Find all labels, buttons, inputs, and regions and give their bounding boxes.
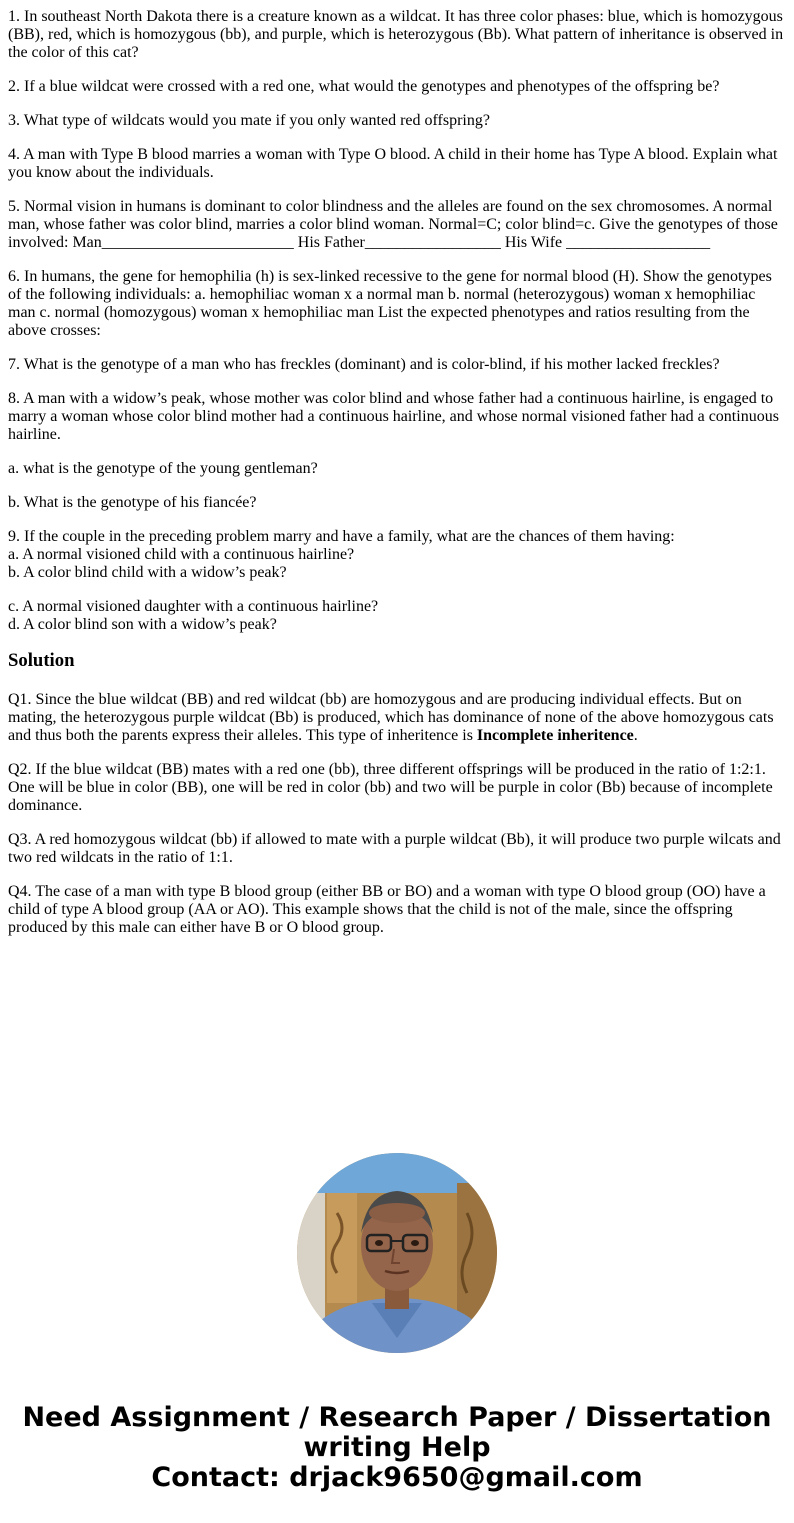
question-1: 1. In southeast North Dakota there is a creature known as a wildcat. It has three color phases: blue, which is homozygous (BB), red, which is homozygous (bb), and purple, which is heterozygous (Bb). What pattern of inheritance is observed in the color of this cat? <box>8 8 784 61</box>
question-8b: b. What is the genotype of his fiancée? <box>8 494 257 511</box>
document-body <box>8 8 786 953</box>
answer-1-term: Incomplete inheritence <box>476 727 634 744</box>
promo-headline: Need Assignment / Research Paper / Dissertation writing Help <box>22 1402 772 1463</box>
question-8a: a. what is the genotype of the young gentleman? <box>8 460 318 477</box>
answer-4: Q4. The case of a man with type B blood group (either BB or BO) and a woman with type O blood group (OO) have a child of type A blood group (AA or AO). This example shows that the child is not of the male, since the offspring produced by this male can either have B or O blood group. <box>8 883 766 936</box>
question-7: 7. What is the genotype of a man who has freckles (dominant) and is color-blind, if his mother lacked freckles? <box>8 356 720 373</box>
author-avatar <box>297 1153 497 1353</box>
question-9b: b. A color blind child with a widow’s peak? <box>8 564 287 581</box>
promo-banner <box>0 1403 794 1493</box>
question-8: 8. A man with a widow’s peak, whose mother was color blind and whose father had a continuous hairline, is engaged to marry a woman whose color blind mother had a continuous hairline, and whose normal visioned father had a continuous hairline. <box>8 390 779 443</box>
question-9c: c. A normal visioned daughter with a continuous hairline? <box>8 598 379 615</box>
question-6: 6. In humans, the gene for hemophilia (h) is sex-linked recessive to the gene for normal blood (H). Show the genotypes of the following individuals: a. hemophiliac woman x a normal man b. normal (heterozygous) woman x hemophiliac man c. normal (homozygous) woman x hemophiliac man List the expected phenotypes and ratios resulting from the above crosses: <box>8 268 772 339</box>
answer-3: Q3. A red homozygous wildcat (bb) if allowed to mate with a purple wildcat (Bb), it will produce two purple wilcats and two red wildcats in the ratio of 1:1. <box>8 831 781 866</box>
question-9-stem: 9. If the couple in the preceding problem marry and have a family, what are the chances of them having: <box>8 528 675 545</box>
question-9a: a. A normal visioned child with a continuous hairline? <box>8 546 355 563</box>
question-9d: d. A color blind son with a widow’s peak? <box>8 616 277 633</box>
promo-contact: Contact: drjack9650@gmail.com <box>151 1462 643 1493</box>
answer-2: Q2. If the blue wildcat (BB) mates with a red one (bb), three different offsprings will be produced in the ratio of 1:2:1. One will be blue in color (BB), one will be red in color (bb) and two will be purple in color (Bb) because of incomplete dominance. <box>8 761 773 814</box>
answer-1-text: Q1. Since the blue wildcat (BB) and red wildcat (bb) are homozygous and are producing individual effects. But on mating, the heterozygous purple wildcat (Bb) is produced, which has dominance of none of the above homozygous cats and thus both the parents express their alleles. This type of inheritence is <box>8 691 774 744</box>
question-9 <box>8 528 786 582</box>
answer-1 <box>8 691 786 745</box>
solution-heading: Solution <box>8 650 75 671</box>
question-3: 3. What type of wildcats would you mate if you only wanted red offspring? <box>8 112 490 129</box>
question-2: 2. If a blue wildcat were crossed with a red one, what would the genotypes and phenotypes of the offspring be? <box>8 78 720 95</box>
question-4: 4. A man with Type B blood marries a woman with Type O blood. A child in their home has Type A blood. Explain what you know about the individuals. <box>8 146 778 181</box>
answer-1-end: . <box>633 727 638 744</box>
question-9-continued <box>8 598 786 634</box>
author-portrait-image <box>297 1153 497 1353</box>
question-5: 5. Normal vision in humans is dominant to color blindness and the alleles are found on the sex chromosomes. A normal man, whose father was color blind, marries a color blind woman. Normal=C; color blind=c. Give the genotypes of those involved: Man________________________ His Father_________________ His Wife __________________ <box>8 198 778 251</box>
